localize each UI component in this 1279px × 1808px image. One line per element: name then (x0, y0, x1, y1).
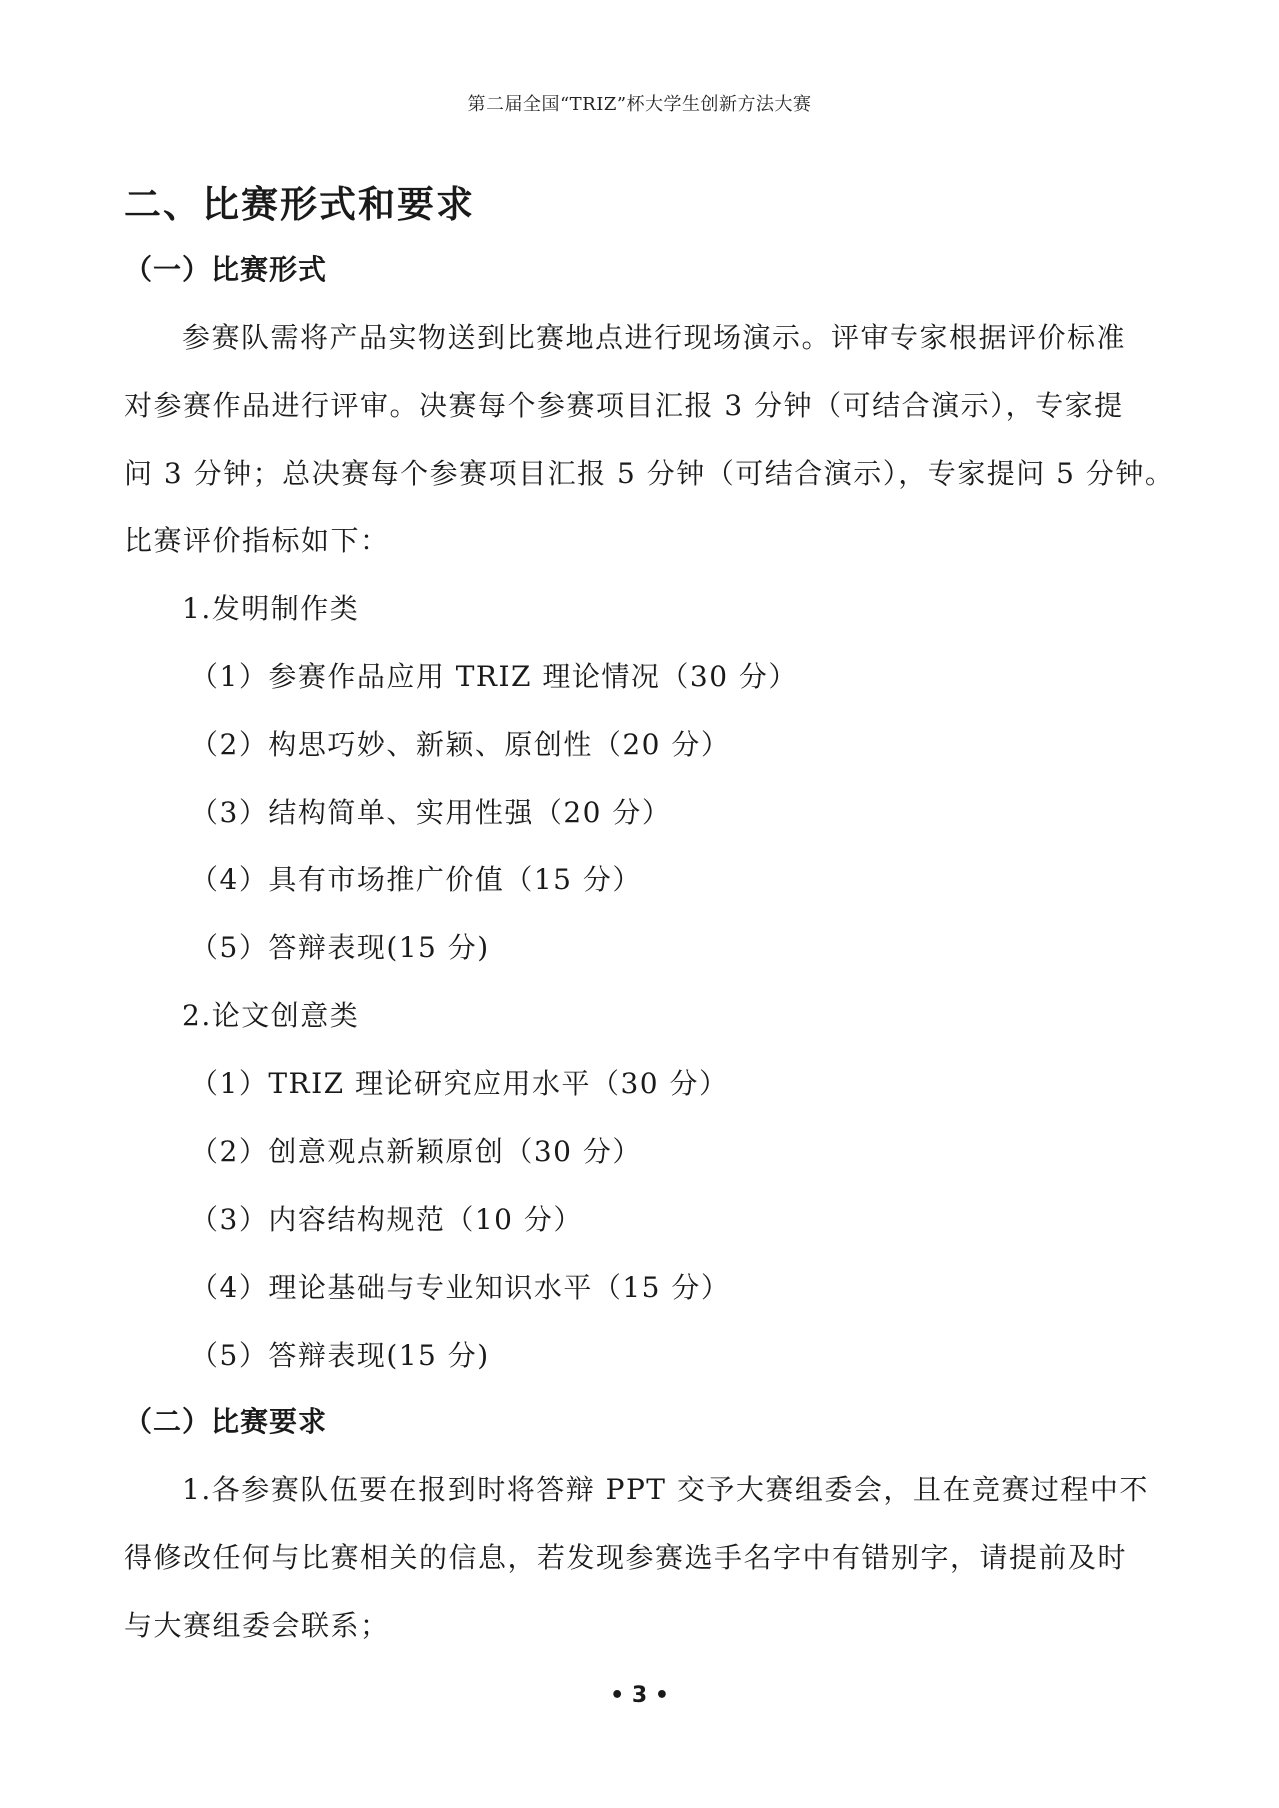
criteria-item: （2）构思巧妙、新颖、原创性（20 分） (190, 728, 731, 761)
criteria-item: （1）参赛作品应用 TRIZ 理论情况（30 分） (190, 660, 798, 693)
criteria-item: （2）创意观点新颖原创（30 分） (190, 1135, 642, 1168)
paragraph-line: 得修改任何与比赛相关的信息，若发现参赛选手名字中有错别字，请提前及时 (124, 1541, 1128, 1574)
paragraph-line: 参赛队需将产品实物送到比赛地点进行现场演示。评审专家根据评价标准 (182, 321, 1127, 354)
subsection-title-requirements: （二）比赛要求 (124, 1405, 328, 1438)
subsection-title-form: （一）比赛形式 (124, 253, 328, 286)
section-title: 二、比赛形式和要求 (124, 183, 475, 226)
category-title: 2.论文创意类 (182, 999, 360, 1032)
paragraph-line: 与大赛组委会联系； (124, 1609, 390, 1642)
page-number: • 3 • (610, 1683, 669, 1708)
paragraph-line: 比赛评价指标如下： (124, 524, 390, 557)
criteria-item: （3）结构简单、实用性强（20 分） (190, 796, 672, 829)
criteria-item: （4）具有市场推广价值（15 分） (190, 863, 642, 896)
criteria-item: （4）理论基础与专业知识水平（15 分） (190, 1271, 731, 1304)
criteria-item: （3）内容结构规范（10 分） (190, 1203, 583, 1236)
category-title: 1.发明制作类 (182, 592, 360, 625)
paragraph-line: 1.各参赛队伍要在报到时将答辩 PPT 交予大赛组委会，且在竞赛过程中不 (182, 1473, 1149, 1506)
paragraph-line: 问 3 分钟；总决赛每个参赛项目汇报 5 分钟（可结合演示），专家提问 5 分钟。 (124, 457, 1175, 490)
criteria-item: （1）TRIZ 理论研究应用水平（30 分） (190, 1067, 729, 1100)
criteria-item: （5）答辩表现(15 分) (190, 1339, 490, 1372)
paragraph-line: 对参赛作品进行评审。决赛每个参赛项目汇报 3 分钟（可结合演示），专家提 (124, 389, 1124, 422)
running-header: 第二届全国“TRIZ”杯大学生创新方法大赛 (467, 94, 812, 115)
criteria-item: （5）答辩表现(15 分) (190, 931, 490, 964)
